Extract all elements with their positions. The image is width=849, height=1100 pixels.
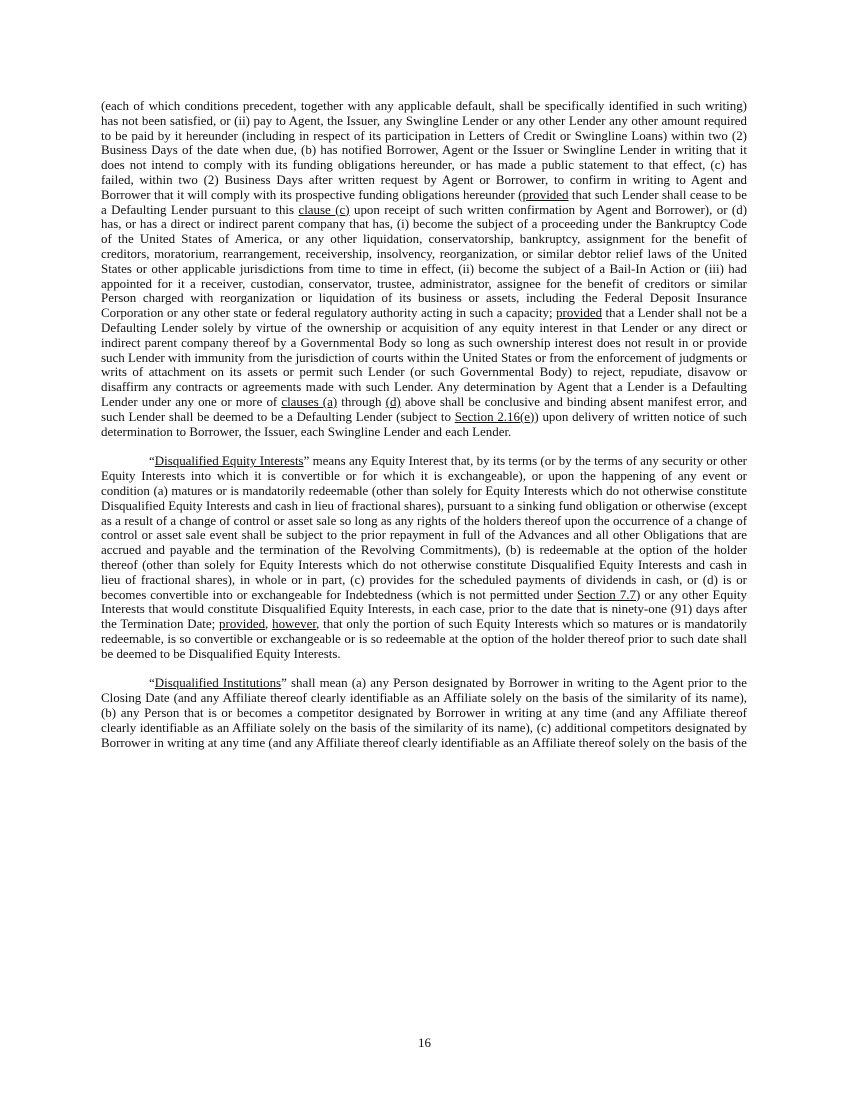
cross-reference: Section 7.7 [576,586,636,602]
text-run: (each of which conditions precedent, together with any applicable default, shall be specifically identified in such writing) has not been satisfied, or (ii) pay to Agent, the Issuer, any Swingline Lender or any other Lender any other amount required to be paid by it hereunder (including in respect of its participation in Letters of Credit or Swingline Loans) within two (2) Business Days of the date when due, (b) has notified Borrower, Agent or the Issuer or Swingline Lender in writing that it does not intend to comply with its funding obligations hereunder, or has made a public statement to that effect, (c) has failed, within two (2) Business Days after written request by Agent or Borrower, to confirm in writing to Agent and Borrower that it will comply with its prospective funding obligations hereunder ( [101,98,747,202]
cross-reference: Section 2.16(e) [454,408,535,424]
paragraph-disqualified-equity-interests [101,454,747,661]
defined-term: Disqualified Equity Interests [154,453,304,469]
text-run: , [265,616,273,632]
text-run: above shall be conclusive and binding absent manifest error, and such Lender shall be deemed to be a Defaulting Lender (subject to [101,393,748,424]
underlined-term: provided [522,186,569,202]
text-run: ” shall mean (a) any Person designated by Borrower in writing to the Agent prior to the Closing Date (and any Affiliate thereof clearly identifiable as an Affiliate solely on the basis of the similarity of its name), (b) any Person that is or becomes a competitor designated by Borrower in writing at any time (and any Affiliate thereof clearly identifiable as an Affiliate solely on the basis of the similarity of its name), (c) additional competitors designated by Borrower in writing at any time (and any Affiliate thereof clearly identifiable as an Affiliate thereof solely on the basis of the [101,675,748,750]
underlined-term: provided [556,305,603,321]
document-body [101,99,747,750]
underlined-term: however [272,616,317,632]
text-run: ) upon delivery of written notice of such determination to Borrower, the Issuer, each Swingline Lender and each Lender. [101,408,747,439]
page-number: 16 [418,1035,431,1050]
text-run: that such Lender shall cease to be a Defaulting Lender pursuant to this [101,186,747,217]
text-run: ) or any other Equity Interests that would constitute Disqualified Equity Interests, in each case, prior to the date that is ninety-one (91) days after the Termination Date; [101,586,748,632]
paragraph-defaulting-lender-continued [101,99,747,439]
text-run: upon receipt of such written confirmation by Agent and Borrower), or (d) has, or has a direct or indirect parent company that has, (i) become the subject of a proceeding under the Bankruptcy Code of the United States of America, or any other liquidation, conservatorship, bankruptcy, assignment for the benefit of creditors, moratorium, rearrangement, receivership, insolvency, reorganization, or similar debtor relief laws of the United States or other applicable jurisdictions from time to time in effect, (ii) become the subject of a Bail-In Action or (iii) had appointed for it a receiver, custodian, conservator, trustee, administrator, assignee for the benefit of creditors or similar Person charged with reorganization or liquidation of its business or assets, including the Federal Deposit Insurance Corporation or any other state or federal regulatory authority acting in such a capacity; [101,201,747,321]
text-run: , that only the portion of such Equity Interests which so matures or is mandatorily redeemable, is so convertible or exchangeable or is so redeemable at the option of the holder thereof prior to such date shall be deemed to be Disqualified Equity Interests. [101,616,747,661]
quote-mark: “ [149,675,155,691]
text-run: that a Lender shall not be a Defaulting Lender solely by virtue of the ownership or acquisition of any equity interest in that Lender or any direct or indirect parent company thereof by a Governmental Body so long as such ownership interest does not result in or provide such Lender with immunity from the jurisdiction of courts within the United States or from the enforcement of judgments or writs of attachment on its assets or permit such Lender (or such Governmental Body) to reject, repudiate, disavow or disaffirm any contracts or agreements made with such Lender. Any determination by Agent that a Lender is a Defaulting Lender under any one or more of [101,305,747,409]
defined-term: Disqualified Institutions [154,675,282,691]
quote-mark: “ [149,453,155,469]
cross-reference: clauses (a) [281,393,338,409]
cross-reference: (d) [385,393,401,409]
text-run: ” means any Equity Interest that, by its terms (or by the terms of any security or other Equity Interests into which it is convertible or for which it is exchangeable), or upon the happening of any event or condition (a) matures or is mandatorily redeemable (other than solely for Equity Interests which do not otherwise constitute Disqualified Equity Interests and cash in lieu of fractional shares), pursuant to a sinking fund obligation or otherwise (except as a result of a change of control or asset sale so long as any rights of the holders thereof upon the occurrence of a change of control or asset sale event shall be subject to the prior repayment in full of the Advances and all other Obligations that are accrued and payable and the termination of the Revolving Commitments), (b) is redeemable at the option of the holder thereof (other than solely for Equity Interests which do not otherwise constitute Disqualified Equity Interests and cash in lieu of fractional shares), in whole or in part, (c) provides for the scheduled payments of dividends in cash, or (d) is or becomes convertible into or exchangeable for Indebtedness (which is not permitted under [101,453,747,602]
text-run: through [337,393,386,409]
underlined-term: provided [219,616,266,632]
paragraph-disqualified-institutions [101,676,747,750]
cross-reference: clause (c) [298,201,350,217]
